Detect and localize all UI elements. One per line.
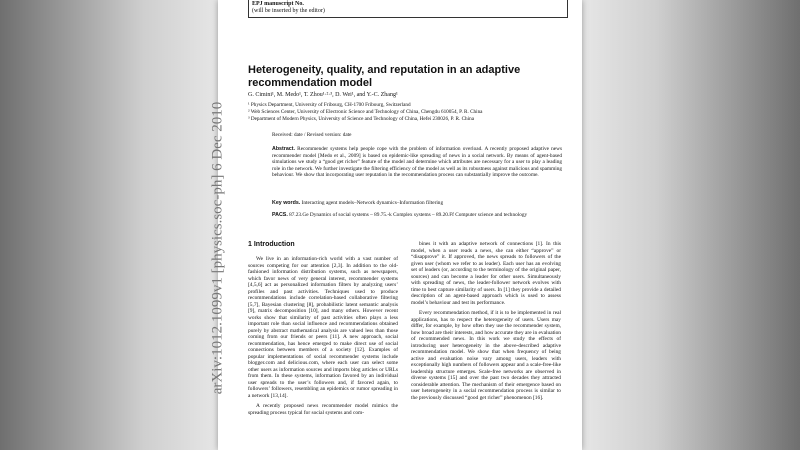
- affiliations: [248, 102, 482, 123]
- keywords-label: Key words.: [272, 200, 301, 206]
- pacs: [272, 212, 562, 219]
- affiliation-2: ² Web Sciences Center, University of Electronic Science and Technology of China, Chengdu 610054, P. R. China: [248, 109, 483, 115]
- right-column: [411, 241, 561, 450]
- paragraph: bines it with an adaptive network of connections [1]. In this model, when a user reads a news, she can either “approve” or “disapprove” it. If approved, the news spreads to followers of the given user (whom we refer to as leader). Each user has an evolving set of leaders (or, according to the terminology of the original paper, sources) and can become a leader for other users. Simultaneously with spreading of news, the leader-follower network evolves with time to best capture similarity of users. In [1] they provide a detailed description of an agent-based approach which is used to assess model’s behaviour and test its performance.: [411, 241, 561, 306]
- abstract-text: Recommender systems help people cope with the problem of information overload. A recently proposed adaptive news recommender model [Medo et al., 2009] is based on epidemic-like spreading of news in a social network. By means of agent-based simulations we study a “good get richer” feature of the model and determine which attributes are necessary for a user to play a leading role in the network. We further investigate the filtering efficiency of the model as well as its robustness against malicious and spamming behaviour. We show that incorporating user reputation in the recommendation process can substantially improve the outcome.: [272, 146, 563, 179]
- keywords: [272, 200, 443, 206]
- arxiv-stamp: [206, 101, 230, 395]
- pdf-page: [209, 0, 582, 450]
- paragraph: We live in an information-rich world with a vast number of sources competing for our attention [2,3]. In addition to the old-fashioned information distribution systems, such as newspapers, which favor news of very general interest, recommender systems [4,5,6] act as personalized information filters by analyzing users’ profiles and past activities. Techniques used to produce recommendations include correlation-based collaborative filtering [5,7], Bayesian clustering [8], probabilistic latent semantic analysis [9], matrix decomposition [10], and many others. However recent works show that similarity of past activities often plays a less important role than social influence and recommendations obtained purely by abstract mathematical analysis are valued less than those coming from our friends or peers [11]. A new approach, social recommendation, has hence emerged to make direct use of social connections between members of a society [12]. Examples of popular implementations of social recommender systems include blogger.com and delicious.com, where each user can select some other users as information sources and imports blog articles or URLs from them. In these systems, information favored by an individual user spreads to the user’s followers and, if favored again, to followers’ followers, resembling an epidemics or rumor spreading in a network [13,14].: [248, 256, 398, 399]
- paragraph: A recently proposed news recommender model mimics the spreading process typical for social systems and com-: [248, 403, 398, 416]
- abstract: [272, 146, 562, 179]
- paper-title: Heterogeneity, quality, and reputation in an adaptive recommendation model: [248, 64, 521, 89]
- pacs-label: PACS.: [272, 212, 288, 218]
- keywords-text: Interacting agent models–Network dynamics–Information filtering: [301, 200, 444, 206]
- editor-note: (will be inserted by the editor): [252, 8, 325, 14]
- arxiv-id: arXiv:1012.1099v1 [physics.soc-ph] 6 Dec 2010: [209, 101, 226, 395]
- abstract-label: Abstract.: [272, 146, 295, 152]
- left-column: [248, 256, 398, 450]
- received-date: Received: date / Revised version: date: [272, 132, 352, 138]
- affiliation-3: ³ Department of Modern Physics, University of Science and Technology of China, Hefei 230026, P. R. China: [248, 116, 474, 122]
- section-heading: [248, 241, 295, 248]
- journal-name: EPJ manuscript No.: [252, 1, 304, 7]
- section-number: 1: [248, 241, 252, 248]
- affiliation-1: ¹ Physics Department, University of Fribourg, CH-1700 Fribourg, Switzerland: [248, 102, 411, 108]
- journal-header-box: [248, 0, 568, 18]
- section-title: Introduction: [253, 241, 295, 248]
- authors: G. Cimini¹, M. Medo¹, T. Zhou¹·²·³, D. Wei¹, and Y.-C. Zhang¹: [248, 92, 398, 98]
- paragraph: Every recommendation method, if it is to be implemented in real applications, has to respect the heterogeneity of users. Users may differ, for example, by how often they use the recommender system, how broad are their interests, and how accurate they are in evaluation of recommended news. In this work we study the effects of introducing user heterogeneity in the above-described adaptive recommendation model. We show that when frequency of being active and evaluation noise vary among users, leaders with exceptionally high numbers of followers appear and a scale-free-like leadership structure emerges. Scale-free networks are observed in diverse systems [15] and over the past two decades they attracted considerable attention. The mechanism of their emergence based on user heterogeneity in a social recommendation process is similar to the previously discussed “good get richer” phenomenon [16].: [411, 310, 561, 401]
- pacs-text: 87.23.Ge Dynamics of social systems – 89.75.-k Complex systems – 89.20.Ff Computer science and technology: [289, 212, 528, 218]
